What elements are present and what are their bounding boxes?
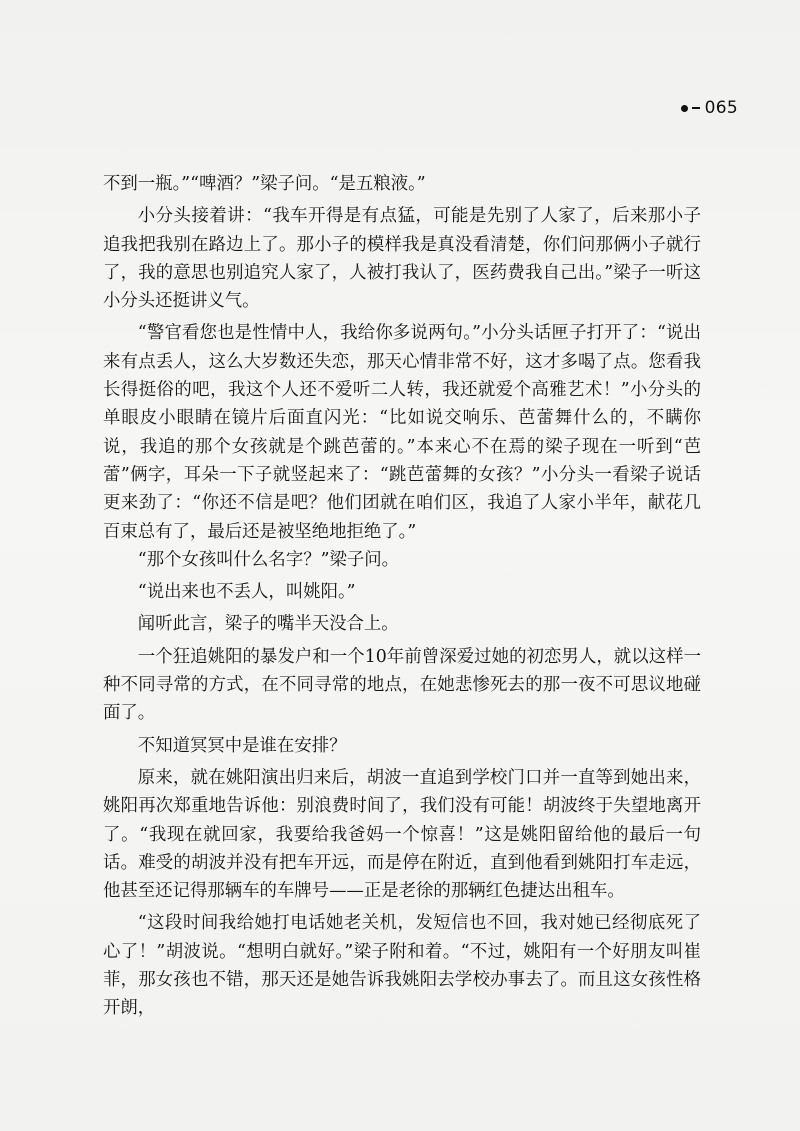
paragraph: “说出来也不丢人，叫姚阳。” — [137, 582, 356, 603]
body-text — [103, 170, 701, 1023]
paragraph: 不到一瓶。”“啤酒？”梁子问。“是五粮液。” — [103, 174, 426, 194]
paragraph: 不知道冥冥中是谁在安排？ — [137, 735, 347, 756]
paragraph: 闻听此言，梁子的嘴半天没合上。 — [137, 614, 399, 635]
paragraph: 原来，就在姚阳演出归来后，胡波一直追到学校门口并一直等到她出来，姚阳再次郑重地告诉他：别浪费时间了，我们没有可能！胡波终于失望地离开了。“我现在就回家，我要给我爸妈一个惊喜！”这是姚阳留给他的最后一句话。难受的胡波并没有把车开远，而是停在附近，直到他看到姚阳打车走远，他甚至还记得那辆车的车牌号——正是老徐的那辆红色捷达出租车。 — [103, 767, 701, 902]
page-number: 065 — [704, 98, 738, 118]
paragraph: 一个狂追姚阳的暴发户和一个10年前曾深爱过她的初恋男人，就以这样一种不同寻常的方式，在不同寻常的地点，在她悲惨死去的那一夜不可思议地碰面了。 — [103, 646, 701, 724]
paragraph: “那个女孩叫什么名字？”梁子问。 — [137, 549, 400, 570]
paragraph: “这段时间我给她打电话她老关机，发短信也不回，我对她已经彻底死了心了！”胡波说。“想明白就好。”梁子附和着。“不过，姚阳有一个好朋友叫崔菲，那女孩也不错，那天还是她告诉我姚阳去学校办事去了。而且这女孩性格开朗， — [103, 913, 701, 1019]
dash-ornament — [692, 107, 700, 109]
paragraph: 小分头接着讲：“我车开得是有点猛，可能是先别了人家了，后来那小子追我把我别在路边上了。那小子的模样我是真没看清楚，你们问那俩小子就行了，我的意思也别追究人家了，人被打我认了，医药费我自己出。”梁子一听这小分头还挺讲义气。 — [103, 206, 701, 312]
bullet-dot-icon — [681, 105, 688, 112]
page-header — [681, 98, 738, 118]
paragraph: “警官看您也是性情中人，我给你多说两句。”小分头话匣子打开了：“说出来有点丢人，这么大岁数还失恋，那天心情非常不好，这才多喝了点。您看我长得挺俗的吧，我这个人还不爱听二人转，我还就爱个高雅艺术！”小分头的单眼皮小眼睛在镜片后面直闪光：“比如说交响乐、芭蕾舞什么的，不瞒你说，我追的那个女孩就是个跳芭蕾的。”本来心不在焉的梁子现在一听到“芭蕾”俩字，耳朵一下子就竖起来了：“跳芭蕾舞的女孩？”小分头一看梁子说话更来劲了：“你还不信是吧？他们团就在咱们区，我追了人家小半年，献花几百束总有了，最后还是被坚绝地拒绝了。” — [103, 323, 701, 542]
